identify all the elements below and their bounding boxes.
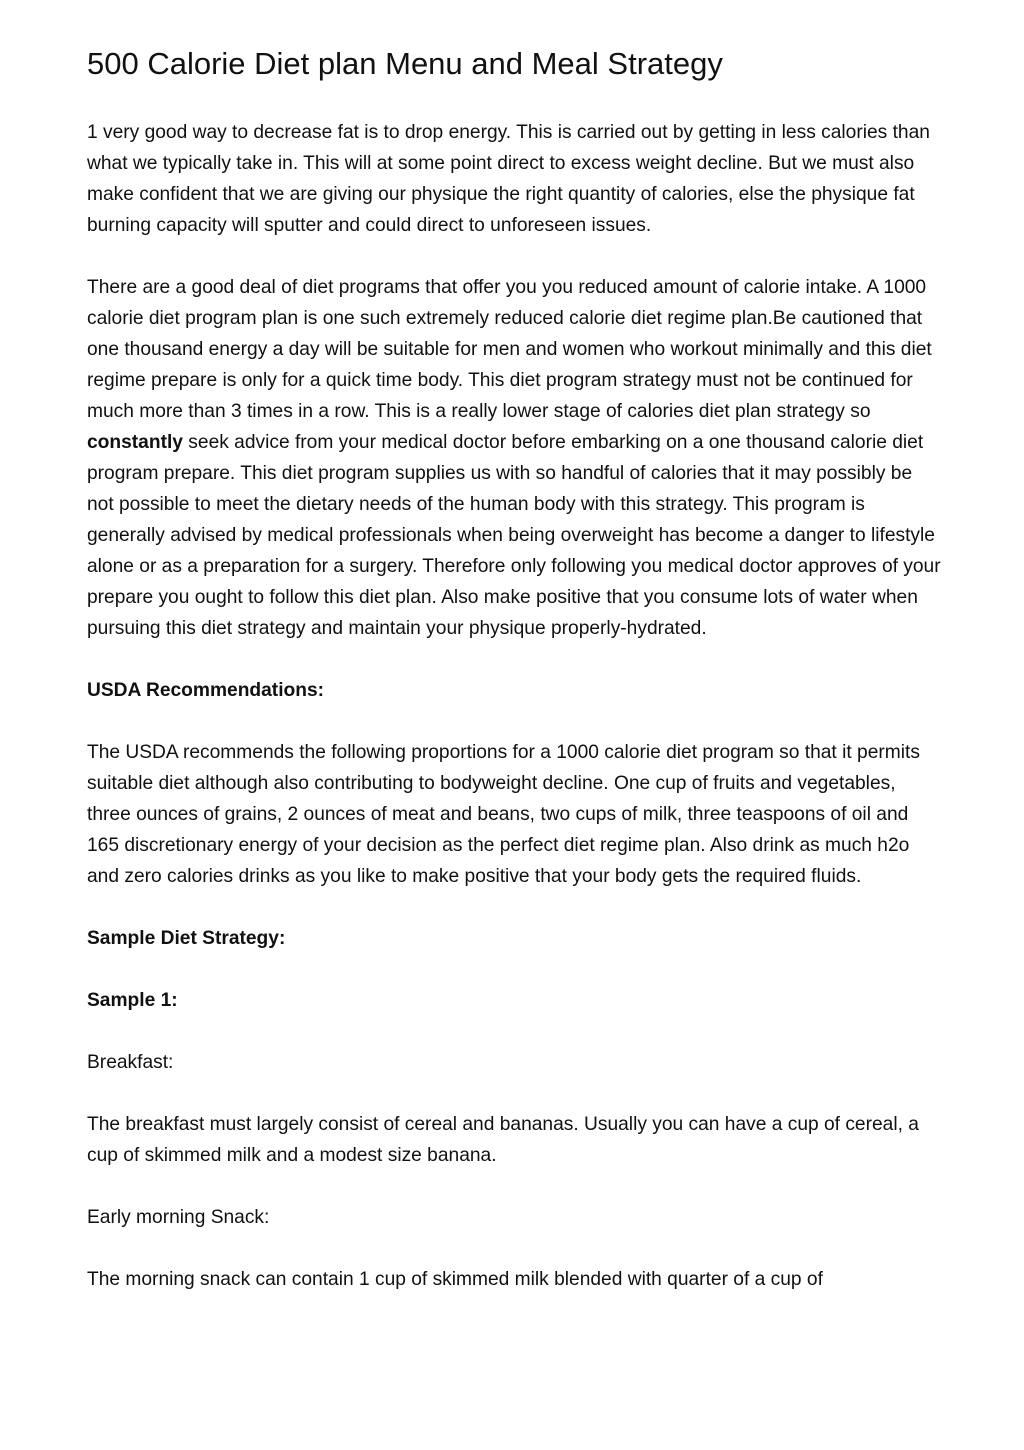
diet-programs-text-end: seek advice from your medical doctor before embarking on a one thousand calorie diet program prepare. This diet program supplies us with so handful of calories that it may possibly be not possible to meet the dietary needs of the human body with this strategy. This program is generally advised by medical professionals when being overweight has become a danger to lifestyle alone or as a preparation for a surgery. Therefore only following you medical doctor approves of your prepare you ought to follow this diet plan. Also make positive that you consume lots of water when pursuing this diet strategy and maintain your physique properly-hydrated.	[87, 432, 941, 639]
diet-programs-paragraph	[87, 272, 944, 644]
morning-snack-paragraph: The morning snack can contain 1 cup of skimmed milk blended with quarter of a cup of	[87, 1269, 823, 1290]
page-title: 500 Calorie Diet plan Menu and Meal Strategy	[87, 46, 723, 81]
morning-snack-label: Early morning Snack:	[87, 1207, 270, 1228]
usda-heading: USDA Recommendations:	[87, 680, 325, 701]
sample-diet-heading: Sample Diet Strategy:	[87, 928, 286, 949]
sample-1-heading: Sample 1:	[87, 990, 178, 1011]
diet-programs-text-start: There are a good deal of diet programs that offer you you reduced amount of calorie intake. A 1000 calorie diet program plan is one such extremely reduced calorie diet regime plan.Be cautioned that one thousand energy a day will be suitable for men and women who workout minimally and this diet regime prepare is only for a quick time body. This diet program strategy must not be continued for much more than 3 times in a row. This is a really lower stage of calories diet plan strategy so	[87, 277, 932, 422]
intro-paragraph: 1 very good way to decrease fat is to drop energy. This is carried out by getting in less calories than what we typically take in. This will at some point direct to excess weight decline. But we must also make confident that we are giving our physique the right quantity of calories, else the physique fat burning capacity will sputter and could direct to unforeseen issues.	[87, 122, 930, 236]
breakfast-paragraph: The breakfast must largely consist of cereal and bananas. Usually you can have a cup of cereal, a cup of skimmed milk and a modest size banana.	[87, 1114, 919, 1166]
emphasis-constantly: constantly	[87, 432, 183, 453]
breakfast-label: Breakfast:	[87, 1052, 174, 1073]
usda-paragraph: The USDA recommends the following proportions for a 1000 calorie diet program so that it permits suitable diet although also contributing to bodyweight decline. One cup of fruits and vegetables, three ounces of grains, 2 ounces of meat and beans, two cups of milk, three teaspoons of oil and 165 discretionary energy of your decision as the perfect diet regime plan. Also drink as much h2o and zero calories drinks as you like to make positive that your body gets the required fluids.	[87, 742, 920, 887]
